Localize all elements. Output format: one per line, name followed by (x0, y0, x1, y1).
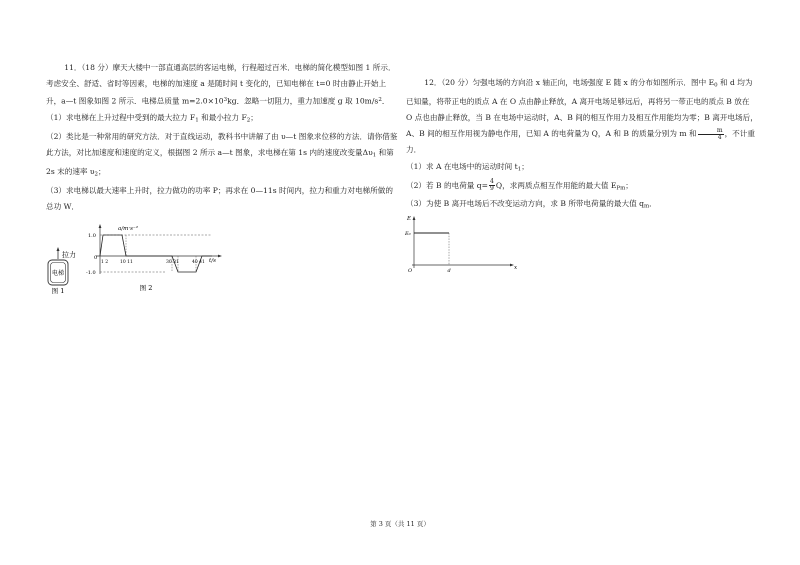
q11-p1-sub1: 1 (195, 117, 199, 124)
x-axis-label: x (514, 265, 518, 271)
d-label: d (447, 268, 451, 274)
tick-y-zero: 0 (94, 255, 98, 261)
q12-p2-end: ； (625, 180, 633, 190)
q12-part-1 (406, 159, 758, 178)
tick-x-1-2: 1 2 (101, 260, 109, 265)
tick-x-40-41: 40 41 (192, 260, 205, 265)
q12-charge-fraction (489, 179, 495, 192)
tick-x-10-11: 10 11 (120, 260, 133, 265)
x-axis-arrow-icon (218, 255, 222, 258)
q11-p1-end: ； (250, 113, 258, 123)
e-axis-label: E (407, 216, 412, 222)
q11-stem-text-2: kg．忽略一切阻力，重力加速度 g 取 10m/s (227, 97, 379, 107)
q11-stem-end: ． (381, 97, 390, 107)
q12-p1-end: ； (521, 161, 529, 171)
tick-x-30-31: 30 31 (166, 260, 179, 265)
q11-p2-end: ； (98, 167, 106, 177)
e-axis-arrow-icon (413, 216, 416, 220)
q12-stem (406, 75, 758, 159)
q12-stem-text-2: 和 d 均为已知量，将带正电的质点 A 在 O 点由静止释放，A 离开电场足够远后，再将另一带正电的质点 B 放在 O 点也由静止释放，当 B 在电场中运动时，A、B 间的相互作用力及相互作用能均为零；B 离开电场后，A、B 间的相互作用视为静电作用，已知 A 的电荷量为 Q，A 和 B 的质量分别为 m 和 (406, 78, 758, 139)
q11-part-1 (46, 110, 398, 129)
charge-denominator: 9 (490, 185, 494, 192)
e0-label: E₀ (405, 231, 411, 237)
y-axis-arrow-icon (99, 224, 102, 228)
q11-figure-1 (40, 246, 90, 296)
tick-y-bottom: -1.0 (86, 270, 96, 276)
q12-mass-fraction (698, 128, 724, 141)
q11-p2-sub1: 1 (372, 153, 377, 160)
q11-p2-text: （2）类比是一种常用的研究方法．对于直线运动，教科书中讲解了由 υ—t 图象求位移的方法．请你借鉴此方法，对比加速度和速度的定义，根据图 2 所示 a—t 图象，求电梯在第 1s 内的速度改变量Δυ (46, 132, 398, 158)
q11-figure-2 (86, 222, 226, 294)
q12-e0-sub: 0 (714, 82, 718, 89)
origin-label: O (408, 268, 413, 274)
q11-p1-sub2: 2 (246, 117, 251, 124)
question-12 (406, 75, 758, 215)
q12-p1-sub: 1 (517, 166, 522, 173)
q11-p2-sub2: 2 (94, 171, 99, 178)
mass-denominator: 4 (717, 133, 722, 141)
q11-exp: 3 (223, 97, 228, 104)
q12-p3-end: ． (649, 199, 657, 209)
figure-1-caption: 图 1 (51, 287, 65, 295)
q12-p3-text: （3）为使 B 离开电场后不改变运动方向，求 B 所带电荷量的最大值 q (406, 199, 644, 209)
q11-part-2 (46, 129, 398, 183)
q11-stem-text: 11．（18 分）摩天大楼中一部直通高层的客运电梯，行程超过百米．电梯的简化模型如图 1 所示．考虑安全、舒适、省时等因素，电梯的加速度 a 是随时间 t 变化的，已知电梯在 t=0 时由静止开始上升，a—t 图象如图 2 所示．电梯总质量 m=2.0×10 (46, 63, 396, 107)
q12-p2-text: （2）若 B 的电荷量 q= (406, 180, 489, 190)
q12-p2-text-2: Q，求两质点相互作用能的最大值 E (495, 180, 617, 190)
rope-label: 拉力 (62, 251, 76, 259)
q11-p1-text-2: 和最小拉力 F (198, 113, 247, 123)
page-footer: 第 3 页（共 11 页） (370, 520, 430, 528)
q12-p1-text: （1）求 A 在电场中的运动时间 t (406, 161, 518, 171)
q11-part-3 (46, 183, 398, 215)
q12-p3-sub: m (643, 203, 650, 210)
q12-stem-text: 12．（20 分）匀强电场的方向沿 x 轴正向，电场强度 E 随 x 的分布如图所示．图中 E (424, 78, 715, 87)
x-axis-label: t/s (209, 258, 216, 264)
a-t-curve (100, 235, 212, 272)
mass-numerator: m (698, 128, 724, 135)
question-11 (46, 60, 398, 215)
q12-p2-sub: Pm (616, 185, 626, 192)
y-axis-label: a/m·s⁻² (118, 226, 139, 232)
q11-p1-text: （1）求电梯在上升过程中受到的最大拉力 F (46, 113, 196, 123)
q11-p3-text: （3）求电梯以最大速率上升时，拉力做功的功率 P；再求在 0—11s 时间内，拉力和重力对电梯所做的总功 W． (46, 186, 393, 212)
q12-figure (404, 212, 519, 274)
q12-stem-end: ，不计重力． (406, 129, 755, 155)
q12-part-2 (406, 178, 758, 197)
charge-numerator: 4 (490, 178, 494, 186)
q11-p2-text-2: 和第 2s 末的速率 υ (46, 148, 394, 177)
tick-y-top: 1.0 (88, 233, 96, 239)
up-arrow-icon (57, 247, 60, 251)
q11-stem (46, 60, 398, 110)
elevator-label: 电梯 (51, 270, 65, 277)
q11-exp-2: 2 (378, 97, 382, 104)
figure-2-caption: 图 2 (139, 284, 153, 292)
